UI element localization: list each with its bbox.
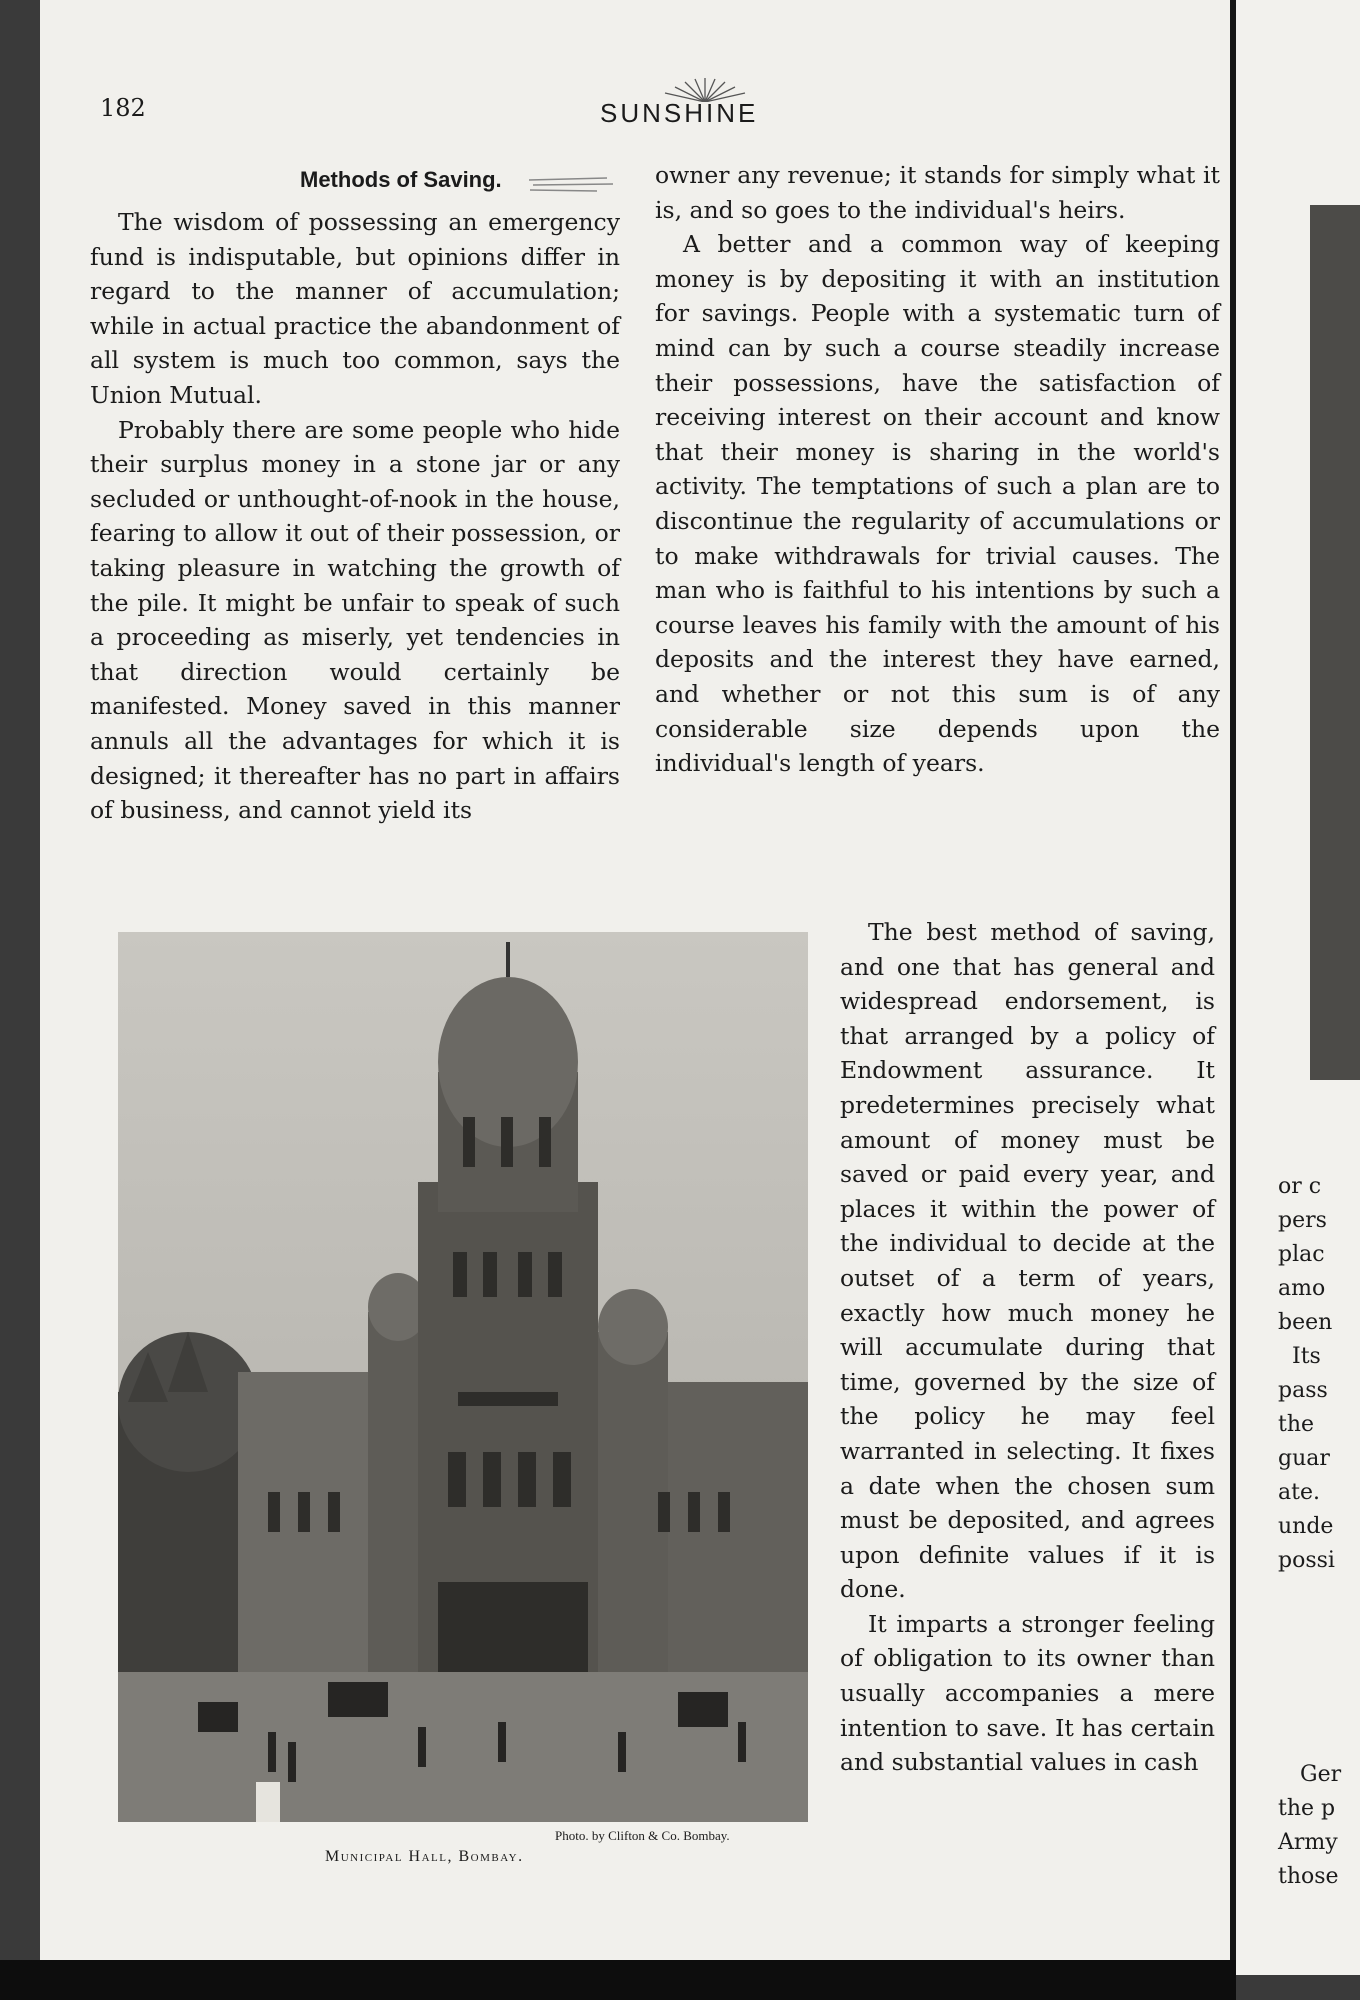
next-page-fragment: Army	[1278, 1830, 1338, 1855]
next-page-fragment: possi	[1278, 1548, 1335, 1573]
left-column	[90, 205, 620, 828]
next-page-photo	[1310, 205, 1360, 1080]
next-page-fragment: guar	[1278, 1446, 1330, 1471]
page-number: 182	[100, 94, 146, 122]
running-title: SUNSHINE	[600, 98, 759, 128]
scan-border	[0, 1960, 1236, 2000]
next-page-fragment: Ger	[1300, 1762, 1342, 1787]
article-title: Methods of Saving.	[300, 167, 502, 192]
paragraph: It imparts a stronger feeling of obligation to its owner than usually accompanies a mere intention to save. It has certain and substantial values in cash	[840, 1609, 1215, 1777]
paragraph: Probably there are some people who hide their surplus money in a stone jar or any secluded or unthought-of-nook in the house, fearing to allow it out of their possession, or taking pleasure in watching the growth of the pile. It might be unfair to speak of such a proceeding as miserly, yet tendencies in that direction would certainly be manifested. Money saved in this manner annuls all the advantages for which it is designed; it thereafter has no part in affairs of business, and cannot yield its	[90, 415, 620, 825]
municipal-hall-photo	[118, 932, 808, 1822]
next-page-fragment: pass	[1278, 1378, 1328, 1403]
photo-caption: Municipal Hall, Bombay.	[325, 1848, 524, 1865]
photo-credit: Photo. by Clifton & Co. Bombay.	[555, 1828, 730, 1843]
next-page-fragment: or c	[1278, 1174, 1322, 1199]
next-page-fragment: amo	[1278, 1276, 1326, 1301]
next-page-fragment: the p	[1278, 1796, 1336, 1821]
next-page-fragment: Its	[1292, 1344, 1321, 1369]
next-page-fragment: been	[1278, 1310, 1333, 1335]
next-page-fragment: pers	[1278, 1208, 1327, 1233]
next-page-fragment: ate.	[1278, 1480, 1320, 1505]
next-page-fragment: plac	[1278, 1242, 1325, 1267]
building-illustration	[118, 932, 808, 1822]
paragraph: The wisdom of possessing an emergency fund is indisputable, but opinions differ in regard to the manner of accumulation; while in actual practice the abandonment of all system is much too common, says the Union Mutual.	[90, 208, 620, 409]
paragraph-continuation: owner any revenue; it stands for simply what it is, and so goes to the individual's heirs.	[655, 161, 1220, 224]
right-column	[655, 158, 1220, 781]
paragraph: A better and a common way of keeping money is by depositing it with an institution for savings. People with a systematic turn of mind can by such a course steadily increase their possessions, have the satisfaction of receiving interest on their account and know that their money is sharing in the world's activity. The temptations of such a plan are to discontinue the regularity of accumulations or to make withdrawals for trivial causes. The man who is faithful to his intentions by such a course leaves his family with the amount of his deposits and the interest they have earned, and whether or not this sum is of any considerable size depends upon the individual's length of years.	[655, 230, 1220, 778]
paragraph: The best method of saving, and one that has general and widespread endorsement, is that arranged by a policy of Endowment assurance. It predetermines precisely what amount of money must be saved or paid every year, and places it within the power of the individual to decide at the outset of a term of years, exactly how much money he will accumulate during that time, governed by the size of the policy he may feel warranted in selecting. It fixes a date when the chosen sum must be deposited, and agrees upon definite values if it is done.	[840, 918, 1215, 1604]
ink-smudge-icon	[527, 174, 615, 196]
next-page-fragment: those	[1278, 1864, 1339, 1889]
narrow-column	[840, 915, 1215, 1780]
next-page-fragment: unde	[1278, 1514, 1334, 1539]
next-page-fragment: the	[1278, 1412, 1315, 1437]
